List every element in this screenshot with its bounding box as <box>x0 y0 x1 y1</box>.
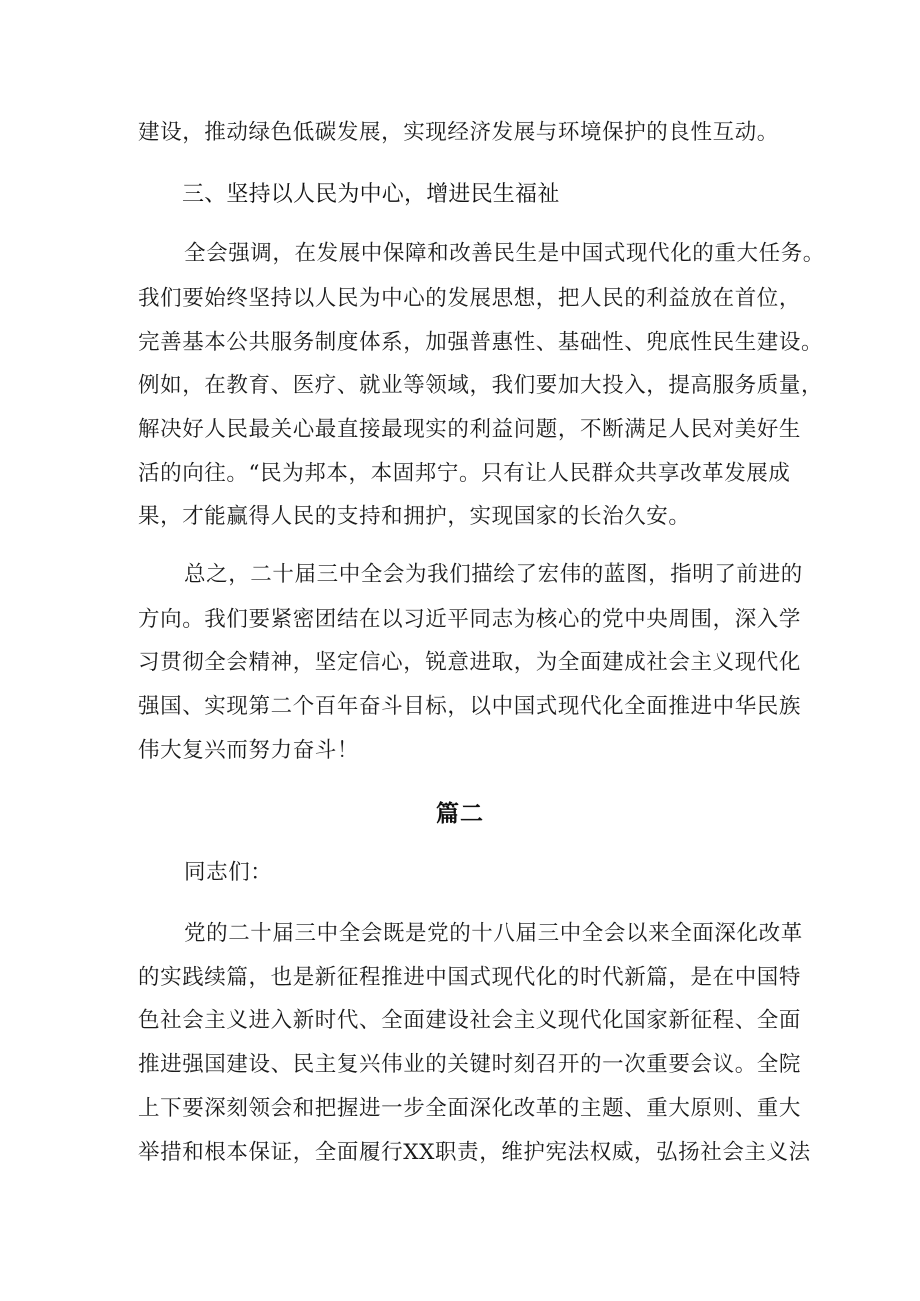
paragraph-line: 解决好人民最关心最直接最现实的利益问题，不断满足人民对美好生 <box>138 417 802 442</box>
paragraph-line: 党的二十届三中全会既是党的十八届三中全会以来全面深化改革 <box>184 921 803 946</box>
paragraph-line: 全会强调，在发展中保障和改善民生是中国式现代化的重大任务。 <box>184 241 825 266</box>
paragraph-line: 建设，推动绿色低碳发展，实现经济发展与环境保护的良性互动。 <box>138 120 779 145</box>
paragraph-line: 上下要深刻领会和把握进一步全面深化改革的主题、重大原则、重大 <box>138 1096 802 1121</box>
section-heading: 三、坚持以人民为中心，增进民生福祉 <box>182 182 560 207</box>
paragraph-line: 的实践续篇，也是新征程推进中国式现代化的时代新篇，是在中国特 <box>138 965 802 990</box>
paragraph-line: 方向。我们要紧密团结在以习近平同志为核心的党中央周围，深入学 <box>138 607 802 632</box>
salutation: 同志们： <box>184 860 273 885</box>
paragraph-line: 习贯彻全会精神，坚定信心，锐意进取，为全面建成社会主义现代化 <box>138 650 802 675</box>
paragraph-line: 活的向往。“民为邦本，本固邦宁。只有让人民群众共享改革发展成 <box>138 461 791 486</box>
paragraph-line: 强国、实现第二个百年奋斗目标，以中国式现代化全面推进中华民族 <box>138 694 802 719</box>
paragraph-line: 例如，在教育、医疗、就业等领域，我们要加大投入，提高服务质量， <box>138 373 824 398</box>
paragraph-line: 推进强国建设、民主复兴伟业的关键时刻召开的一次重要会议。全院 <box>138 1052 802 1077</box>
paragraph-line: 色社会主义进入新时代、全面建设社会主义现代化国家新征程、全面 <box>138 1008 802 1033</box>
part-title: 篇二 <box>436 801 484 827</box>
paragraph-line: 完善基本公共服务制度体系，加强普惠性、基础性、兜底性民生建设。 <box>138 330 824 355</box>
paragraph-line: 总之，二十届三中全会为我们描绘了宏伟的蓝图，指明了前进的 <box>184 562 803 587</box>
paragraph-line: 举措和根本保证，全面履行XX职责，维护宪法权威，弘扬社会主义法 <box>138 1140 811 1165</box>
paragraph-line: 我们要始终坚持以人民为中心的发展思想，把人民的利益放在首位， <box>138 286 802 311</box>
paragraph-line: 伟大复兴而努力奋斗！ <box>138 738 360 763</box>
paragraph-line: 果，才能赢得人民的支持和拥护，实现国家的长治久安。 <box>138 504 691 529</box>
